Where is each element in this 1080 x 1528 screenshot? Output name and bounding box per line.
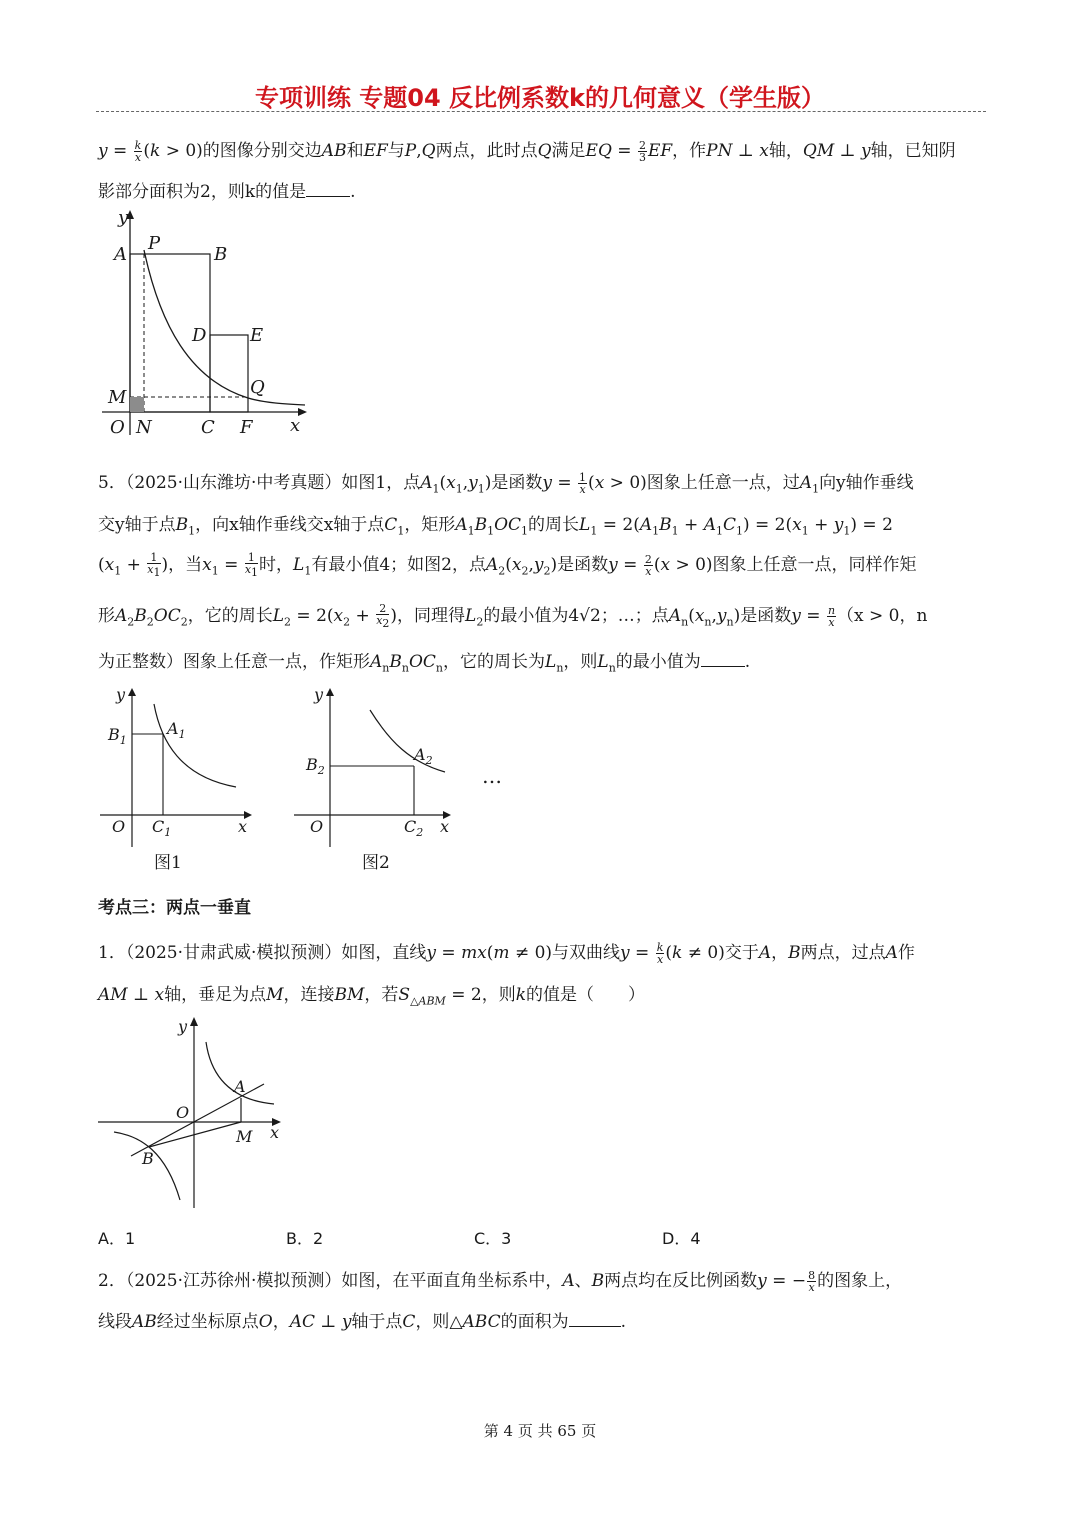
p4-line-2: 影部分面积为2，则k的值是 . — [98, 182, 356, 202]
p4-label-N: N — [136, 417, 152, 438]
fig2-label-C2: $C_2$ — [404, 817, 424, 839]
fig2-label-x: x — [440, 817, 450, 836]
page-footer: 第 4 页 共 65 页 — [483, 1422, 597, 1440]
fig2-label-y: y — [314, 685, 324, 704]
fig1-label-C1: $C_1$ — [152, 817, 172, 839]
fig2-label-O: O — [310, 817, 324, 836]
q1-label-y: y — [178, 1017, 188, 1036]
fig2-label-B2: $B_2$ — [306, 755, 325, 777]
fig1-label-B1: $B_1$ — [108, 725, 127, 747]
q2-line-1: 2．（2025·江苏徐州·模拟预测）如图，在平面直角坐标系中，A、B两点均在反比例函数y = − $\frac{8}{x}$ 的图象上， — [98, 1269, 903, 1294]
section-title-3: 考点三：两点一垂直 — [98, 898, 251, 918]
fig1-caption: 图1 — [154, 853, 182, 872]
p5-ellipsis: … — [482, 764, 502, 788]
p5-line-3: ($x_1$ + $\frac{1}{x_1}$ )，当$x_1$ = $\frac{1}{x_1}$ 时，$L_1$有最小值4；如图2，点$A_2(x_2,y_2)$是函数y = $\frac{2}{x}$ (x > 0)图象上任意一点，同样作矩 — [98, 551, 917, 580]
fig1-label-y: y — [116, 685, 126, 704]
p4-label-C: C — [201, 417, 215, 438]
q1-figure — [96, 1012, 296, 1212]
fig2-caption: 图2 — [362, 853, 390, 872]
q1-option-c[interactable]: C．3 — [474, 1229, 512, 1248]
p4-label-A: A — [114, 244, 127, 265]
p4-line-1: y = $\frac{k}{x}$ (k > 0)的图像分别交边AB和EF与P,Q两点，此时点Q满足EQ = $\frac{2}{3}$ EF，作PN ⊥ x轴，QM ⊥ y轴，已知阴 — [98, 139, 956, 164]
fig1-label-x: x — [238, 817, 248, 836]
p4-label-Q: Q — [250, 377, 265, 398]
p4-figure — [100, 205, 315, 440]
p5-figure-2 — [290, 682, 465, 872]
p4-label-B: B — [214, 244, 228, 265]
fig1-label-O: O — [112, 817, 126, 836]
q1-label-x: x — [270, 1123, 280, 1142]
fig2-label-A2: $A_2$ — [414, 745, 433, 767]
p5-line-5: 为正整数）图象上任意一点，作矩形$A_nB_nOC_n$，它的周长为$L_n$，则$L_n$的最小值为 . — [98, 652, 751, 675]
q1-label-O: O — [176, 1103, 190, 1122]
q1-options — [98, 1226, 898, 1248]
p4-label-P: P — [148, 233, 161, 254]
q1-label-A: A — [234, 1077, 246, 1096]
header-divider — [96, 111, 986, 112]
p5-line-4: 形$A_2B_2OC_2$，它的周长$L_2 = 2(x_2$ + $\frac{2}{x_2}$ )，同理得$L_2$的最小值为4√2；…；点$A_n(x_n,y_n)$是函数y = $\frac{n}{x}$ （x > 0，n — [98, 602, 928, 631]
q1-label-M: M — [236, 1127, 253, 1146]
p4-label-y: y — [118, 207, 129, 228]
p4-label-O: O — [110, 417, 125, 438]
q1-line-2: AM ⊥ x轴，垂足为点M，连接BM，若$S_{\triangle ABM} = 2$，则k的值是（ ） — [98, 985, 646, 1008]
p4-label-D: D — [192, 325, 207, 346]
q1-option-b[interactable]: B．2 — [286, 1229, 324, 1248]
p4-label-M: M — [108, 387, 127, 408]
p5-line-1: 5．（2025·山东潍坊·中考真题）如图1，点$A_1(x_1,y_1)$是函数y = $\frac{1}{x}$ (x > 0)图象上任意一点，过$A_1$向y轴作垂线 — [98, 471, 914, 496]
q1-option-d[interactable]: D．4 — [662, 1229, 701, 1248]
p4-label-x: x — [290, 415, 301, 436]
q1-label-B: B — [142, 1149, 154, 1168]
q1-option-a[interactable]: A．1 — [98, 1229, 136, 1248]
p4-label-E: E — [250, 325, 264, 346]
page-title: 专项训练 专题04 反比例系数k的几何意义（学生版） — [254, 84, 826, 112]
p4-label-F: F — [240, 417, 253, 438]
q1-line-1: 1．（2025·甘肃武威·模拟预测）如图，直线y = mx(m ≠ 0)与双曲线y = $\frac{k}{x}$ (k ≠ 0)交于A，B两点，过点A作 — [98, 941, 915, 966]
p5-figure-1 — [96, 682, 261, 872]
p5-line-2: 交y轴于点$B_1$，向x轴作垂线交x轴于点$C_1$，矩形$A_1B_1OC_1$的周长$L_1 = 2(A_1B_1 + A_1C_1) = 2(x_1 + y_1) = 2$ — [98, 515, 893, 538]
q2-line-2: 线段AB经过坐标原点O，AC ⊥ y轴于点C，则△ABC的面积为 . — [98, 1312, 627, 1332]
fig1-label-A1: $A_1$ — [167, 719, 186, 741]
